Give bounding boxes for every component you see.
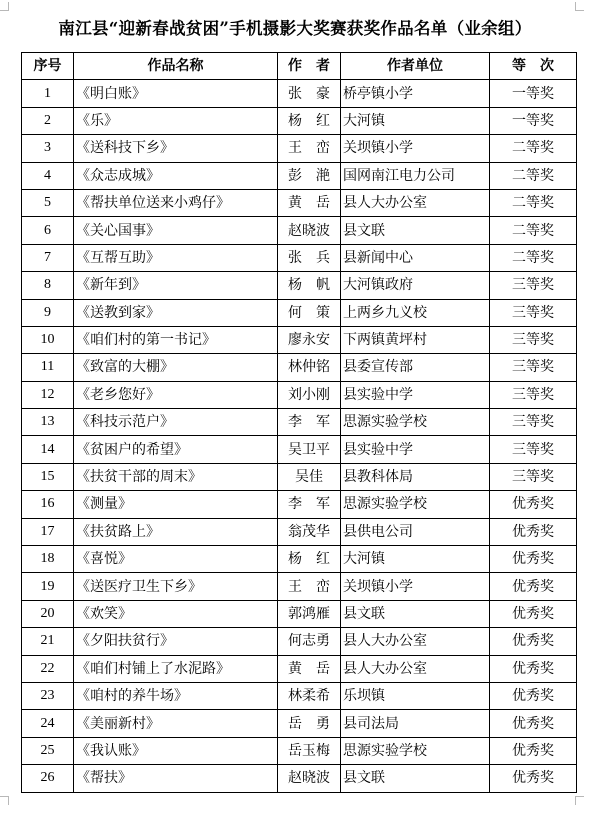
row-number: 14 [22, 436, 74, 463]
table-row [22, 655, 577, 682]
page-corner-mark [0, 2, 9, 11]
page-corner-mark [0, 796, 9, 805]
row-number: 9 [22, 299, 74, 326]
author-name: 岳玉梅 [278, 737, 341, 764]
document-title: 南江县“迎新春战贫困”手机摄影大奖赛获奖作品名单（业余组） [58, 19, 532, 38]
award-rank: 优秀奖 [490, 737, 577, 764]
work-name: 《贫困户的希望》 [74, 436, 278, 463]
award-rank: 优秀奖 [490, 682, 577, 709]
award-rank: 优秀奖 [490, 628, 577, 655]
table-row [22, 217, 577, 244]
row-number: 23 [22, 682, 74, 709]
row-number: 11 [22, 354, 74, 381]
work-name: 《乐》 [74, 107, 278, 134]
author-name: 赵晓波 [278, 217, 341, 244]
table-header-row [22, 53, 577, 80]
author-unit: 县文联 [341, 765, 490, 792]
author-name: 张 豪 [278, 80, 341, 107]
table-row [22, 354, 577, 381]
table-row [22, 765, 577, 792]
award-rank: 二等奖 [490, 244, 577, 271]
author-unit: 大河镇 [341, 107, 490, 134]
author-unit: 关坝镇小学 [341, 135, 490, 162]
award-rank: 优秀奖 [490, 518, 577, 545]
author-unit: 县人大办公室 [341, 189, 490, 216]
table-row [22, 628, 577, 655]
table-row [22, 573, 577, 600]
author-name: 黄 岳 [278, 189, 341, 216]
author-unit: 乐坝镇 [341, 682, 490, 709]
work-name: 《科技示范户》 [74, 409, 278, 436]
author-unit: 县实验中学 [341, 436, 490, 463]
work-name: 《送医疗卫生下乡》 [74, 573, 278, 600]
author-name: 彭 滟 [278, 162, 341, 189]
row-number: 13 [22, 409, 74, 436]
table-row [22, 463, 577, 490]
header-work-name: 作品名称 [74, 53, 278, 80]
work-name: 《送科技下乡》 [74, 135, 278, 162]
row-number: 10 [22, 326, 74, 353]
author-name: 杨 红 [278, 546, 341, 573]
work-name: 《咱们村铺上了水泥路》 [74, 655, 278, 682]
award-rank: 优秀奖 [490, 655, 577, 682]
author-name: 杨 红 [278, 107, 341, 134]
work-name: 《送教到家》 [74, 299, 278, 326]
author-unit: 桥亭镇小学 [341, 80, 490, 107]
row-number: 15 [22, 463, 74, 490]
work-name: 《喜悦》 [74, 546, 278, 573]
work-name: 《测量》 [74, 491, 278, 518]
table-row [22, 737, 577, 764]
row-number: 21 [22, 628, 74, 655]
table-row [22, 326, 577, 353]
row-number: 8 [22, 272, 74, 299]
header-no: 序号 [22, 53, 74, 80]
row-number: 25 [22, 737, 74, 764]
author-name: 廖永安 [278, 326, 341, 353]
award-rank: 优秀奖 [490, 765, 577, 792]
row-number: 18 [22, 546, 74, 573]
row-number: 26 [22, 765, 74, 792]
author-unit: 关坝镇小学 [341, 573, 490, 600]
author-name: 黄 岳 [278, 655, 341, 682]
work-name: 《帮扶》 [74, 765, 278, 792]
author-name: 杨 帆 [278, 272, 341, 299]
author-unit: 县司法局 [341, 710, 490, 737]
author-unit: 大河镇 [341, 546, 490, 573]
work-name: 《美丽新村》 [74, 710, 278, 737]
table-row [22, 189, 577, 216]
author-unit: 县供电公司 [341, 518, 490, 545]
table-row [22, 546, 577, 573]
row-number: 20 [22, 600, 74, 627]
award-rank: 三等奖 [490, 409, 577, 436]
award-rank: 二等奖 [490, 135, 577, 162]
author-unit: 县文联 [341, 217, 490, 244]
work-name: 《新年到》 [74, 272, 278, 299]
author-name: 岳 勇 [278, 710, 341, 737]
row-number: 5 [22, 189, 74, 216]
work-name: 《帮扶单位送来小鸡仔》 [74, 189, 278, 216]
author-name: 王 峦 [278, 573, 341, 600]
author-unit: 思源实验学校 [341, 409, 490, 436]
award-rank: 三等奖 [490, 381, 577, 408]
author-name: 郭鸿雁 [278, 600, 341, 627]
row-number: 6 [22, 217, 74, 244]
row-number: 17 [22, 518, 74, 545]
author-name: 翁茂华 [278, 518, 341, 545]
award-rank: 一等奖 [490, 80, 577, 107]
award-rank: 三等奖 [490, 354, 577, 381]
author-unit: 县实验中学 [341, 381, 490, 408]
work-name: 《扶贫路上》 [74, 518, 278, 545]
author-unit: 县人大办公室 [341, 628, 490, 655]
work-name: 《咱村的养牛场》 [74, 682, 278, 709]
author-unit: 县新闻中心 [341, 244, 490, 271]
author-unit: 国网南江电力公司 [341, 162, 490, 189]
author-name: 李 军 [278, 409, 341, 436]
work-name: 《夕阳扶贫行》 [74, 628, 278, 655]
author-name: 李 军 [278, 491, 341, 518]
author-name: 王 峦 [278, 135, 341, 162]
award-rank: 优秀奖 [490, 573, 577, 600]
header-author: 作 者 [278, 53, 341, 80]
work-name: 《致富的大棚》 [74, 354, 278, 381]
table-row [22, 244, 577, 271]
table-row [22, 409, 577, 436]
award-rank: 三等奖 [490, 272, 577, 299]
award-rank: 三等奖 [490, 326, 577, 353]
work-name: 《明白账》 [74, 80, 278, 107]
award-rank: 二等奖 [490, 162, 577, 189]
author-name: 何 策 [278, 299, 341, 326]
award-rank: 优秀奖 [490, 546, 577, 573]
table-row [22, 107, 577, 134]
author-unit: 下两镇黄坪村 [341, 326, 490, 353]
author-name: 刘小刚 [278, 381, 341, 408]
row-number: 4 [22, 162, 74, 189]
row-number: 22 [22, 655, 74, 682]
award-rank: 三等奖 [490, 299, 577, 326]
award-list-table [21, 52, 577, 793]
page-corner-mark [575, 796, 584, 805]
author-unit: 上两乡九义校 [341, 299, 490, 326]
author-unit: 大河镇政府 [341, 272, 490, 299]
work-name: 《众志成城》 [74, 162, 278, 189]
award-rank: 二等奖 [490, 189, 577, 216]
table-row [22, 710, 577, 737]
table-row [22, 80, 577, 107]
author-unit: 县委宣传部 [341, 354, 490, 381]
award-rank: 优秀奖 [490, 491, 577, 518]
page-corner-mark [575, 2, 584, 11]
award-rank: 二等奖 [490, 217, 577, 244]
award-rank: 优秀奖 [490, 600, 577, 627]
work-name: 《欢笑》 [74, 600, 278, 627]
table-row [22, 272, 577, 299]
work-name: 《关心国事》 [74, 217, 278, 244]
table-row [22, 162, 577, 189]
table-row [22, 135, 577, 162]
author-unit: 县教科体局 [341, 463, 490, 490]
table-row [22, 381, 577, 408]
author-unit: 县文联 [341, 600, 490, 627]
author-name: 吴佳 [278, 463, 341, 490]
row-number: 19 [22, 573, 74, 600]
table-row [22, 518, 577, 545]
award-rank: 三等奖 [490, 436, 577, 463]
row-number: 24 [22, 710, 74, 737]
author-name: 何志勇 [278, 628, 341, 655]
header-unit: 作者单位 [341, 53, 490, 80]
row-number: 7 [22, 244, 74, 271]
table-row [22, 682, 577, 709]
author-unit: 思源实验学校 [341, 737, 490, 764]
header-rank: 等 次 [490, 53, 577, 80]
award-rank: 三等奖 [490, 463, 577, 490]
table-row [22, 600, 577, 627]
work-name: 《扶贫干部的周末》 [74, 463, 278, 490]
author-name: 林仲铭 [278, 354, 341, 381]
author-name: 吴卫平 [278, 436, 341, 463]
work-name: 《我认账》 [74, 737, 278, 764]
table-row [22, 436, 577, 463]
author-unit: 县人大办公室 [341, 655, 490, 682]
award-rank: 一等奖 [490, 107, 577, 134]
table-row [22, 299, 577, 326]
award-rank: 优秀奖 [490, 710, 577, 737]
row-number: 3 [22, 135, 74, 162]
work-name: 《老乡您好》 [74, 381, 278, 408]
row-number: 12 [22, 381, 74, 408]
work-name: 《咱们村的第一书记》 [74, 326, 278, 353]
author-name: 林柔希 [278, 682, 341, 709]
row-number: 16 [22, 491, 74, 518]
row-number: 2 [22, 107, 74, 134]
author-unit: 思源实验学校 [341, 491, 490, 518]
row-number: 1 [22, 80, 74, 107]
author-name: 赵晓波 [278, 765, 341, 792]
table-row [22, 491, 577, 518]
work-name: 《互帮互助》 [74, 244, 278, 271]
author-name: 张 兵 [278, 244, 341, 271]
